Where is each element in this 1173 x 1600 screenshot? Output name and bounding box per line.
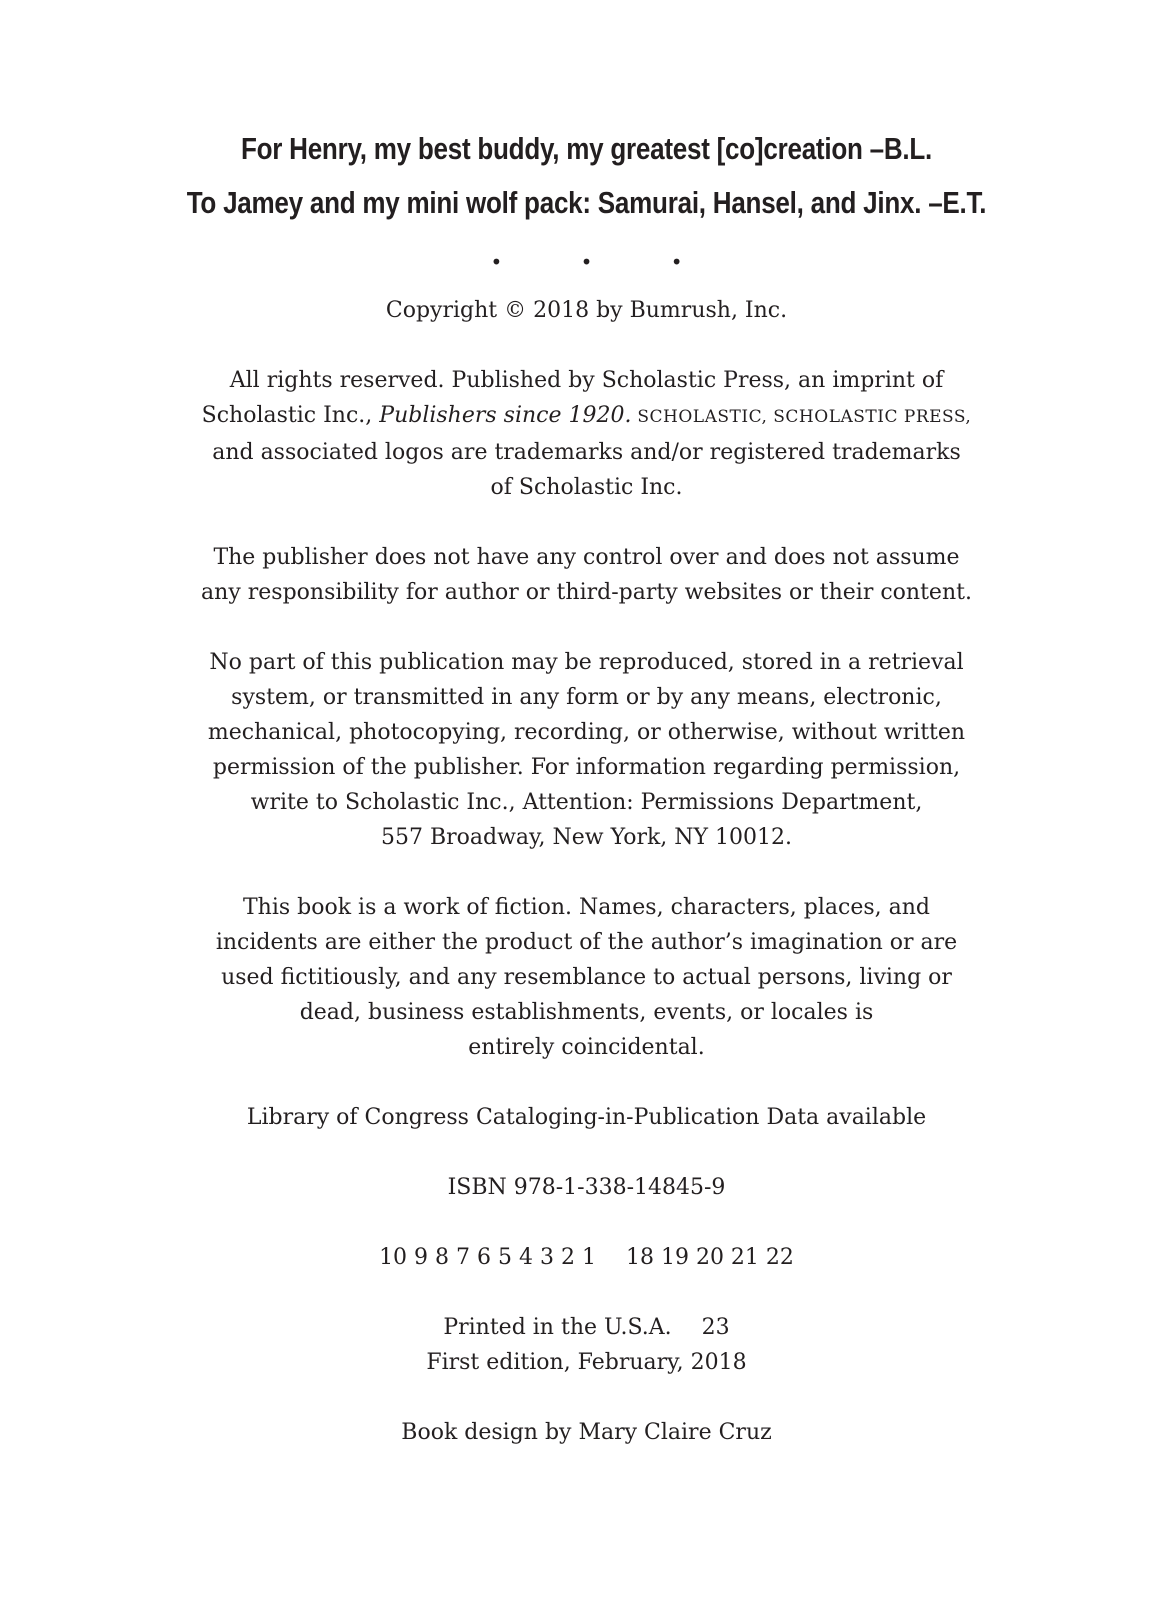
publisher-control-paragraph (0, 540, 1173, 610)
reproduction-line-1: No part of this publication may be reproduced, stored in a retrieval (209, 650, 964, 675)
publisher-control-line-1: The publisher does not have any control over and does not assume (213, 545, 960, 570)
fiction-line-4: dead, business establishments, events, or locales is (299, 1000, 874, 1025)
isbn: ISBN 978-1-338-14845-9 (447, 1175, 726, 1200)
reproduction-paragraph (0, 645, 1173, 855)
rights-line-2-smallcaps-2: SCHOLASTIC PRESS, (773, 407, 972, 427)
printing-years: 18 19 20 21 22 (625, 1245, 794, 1270)
printing-line (0, 1240, 1173, 1275)
fiction-paragraph (0, 890, 1173, 1065)
dedication-line-2: To Jamey and my mini wolf pack: Samurai, Hansel, and Jinx. –E.T. (186, 185, 987, 220)
edition: First edition, February, 2018 (426, 1350, 747, 1375)
rights-line-2-start: Scholastic Inc., (201, 403, 380, 428)
rights-paragraph (0, 363, 1173, 505)
copyright-body (0, 293, 1173, 1450)
rights-line-2 (0, 398, 1173, 435)
copyright-notice: Copyright © 2018 by Bumrush, Inc. (385, 298, 788, 323)
rights-line-2-italic: Publishers since 1920. (379, 403, 632, 428)
fiction-line-2: incidents are either the product of the author’s imagination or are (215, 930, 958, 955)
dedication-line-1: For Henry, my best buddy, my greatest [co]creation –B.L. (240, 131, 933, 166)
separator-dots: • • • (490, 250, 719, 274)
reproduction-line-4: permission of the publisher. For information regarding permission, (212, 755, 961, 780)
rights-line-3: and associated logos are trademarks and/or registered trademarks (212, 440, 961, 465)
cip-notice: Library of Congress Cataloging-in-Publication Data available (246, 1105, 927, 1130)
printed-location: Printed in the U.S.A. (443, 1315, 672, 1340)
reproduction-line-6: 557 Broadway, New York, NY 10012. (380, 825, 793, 850)
reproduction-line-3: mechanical, photocopying, recording, or otherwise, without written (207, 720, 966, 745)
printed-location-line (0, 1310, 1173, 1345)
book-design-credit: Book design by Mary Claire Cruz (401, 1420, 772, 1445)
dedication (94, 122, 1079, 230)
fiction-line-5: entirely coincidental. (468, 1035, 705, 1060)
rights-line-4: of Scholastic Inc. (490, 475, 683, 500)
publisher-control-line-2: any responsibility for author or third-party websites or their content. (201, 580, 972, 605)
fiction-line-1: This book is a work of fiction. Names, characters, places, and (242, 895, 931, 920)
printing-numbers: 10 9 8 7 6 5 4 3 2 1 (379, 1245, 596, 1270)
printed-code: 23 (701, 1315, 730, 1340)
rights-line-1: All rights reserved. Published by Scholastic Press, an imprint of (229, 368, 944, 393)
fiction-line-3: used fictitiously, and any resemblance to actual persons, living or (221, 965, 952, 990)
reproduction-line-2: system, or transmitted in any form or by any means, electronic, (231, 685, 942, 710)
rights-line-2-smallcaps-1: SCHOLASTIC, (631, 407, 774, 427)
reproduction-line-5: write to Scholastic Inc., Attention: Permissions Department, (250, 790, 923, 815)
